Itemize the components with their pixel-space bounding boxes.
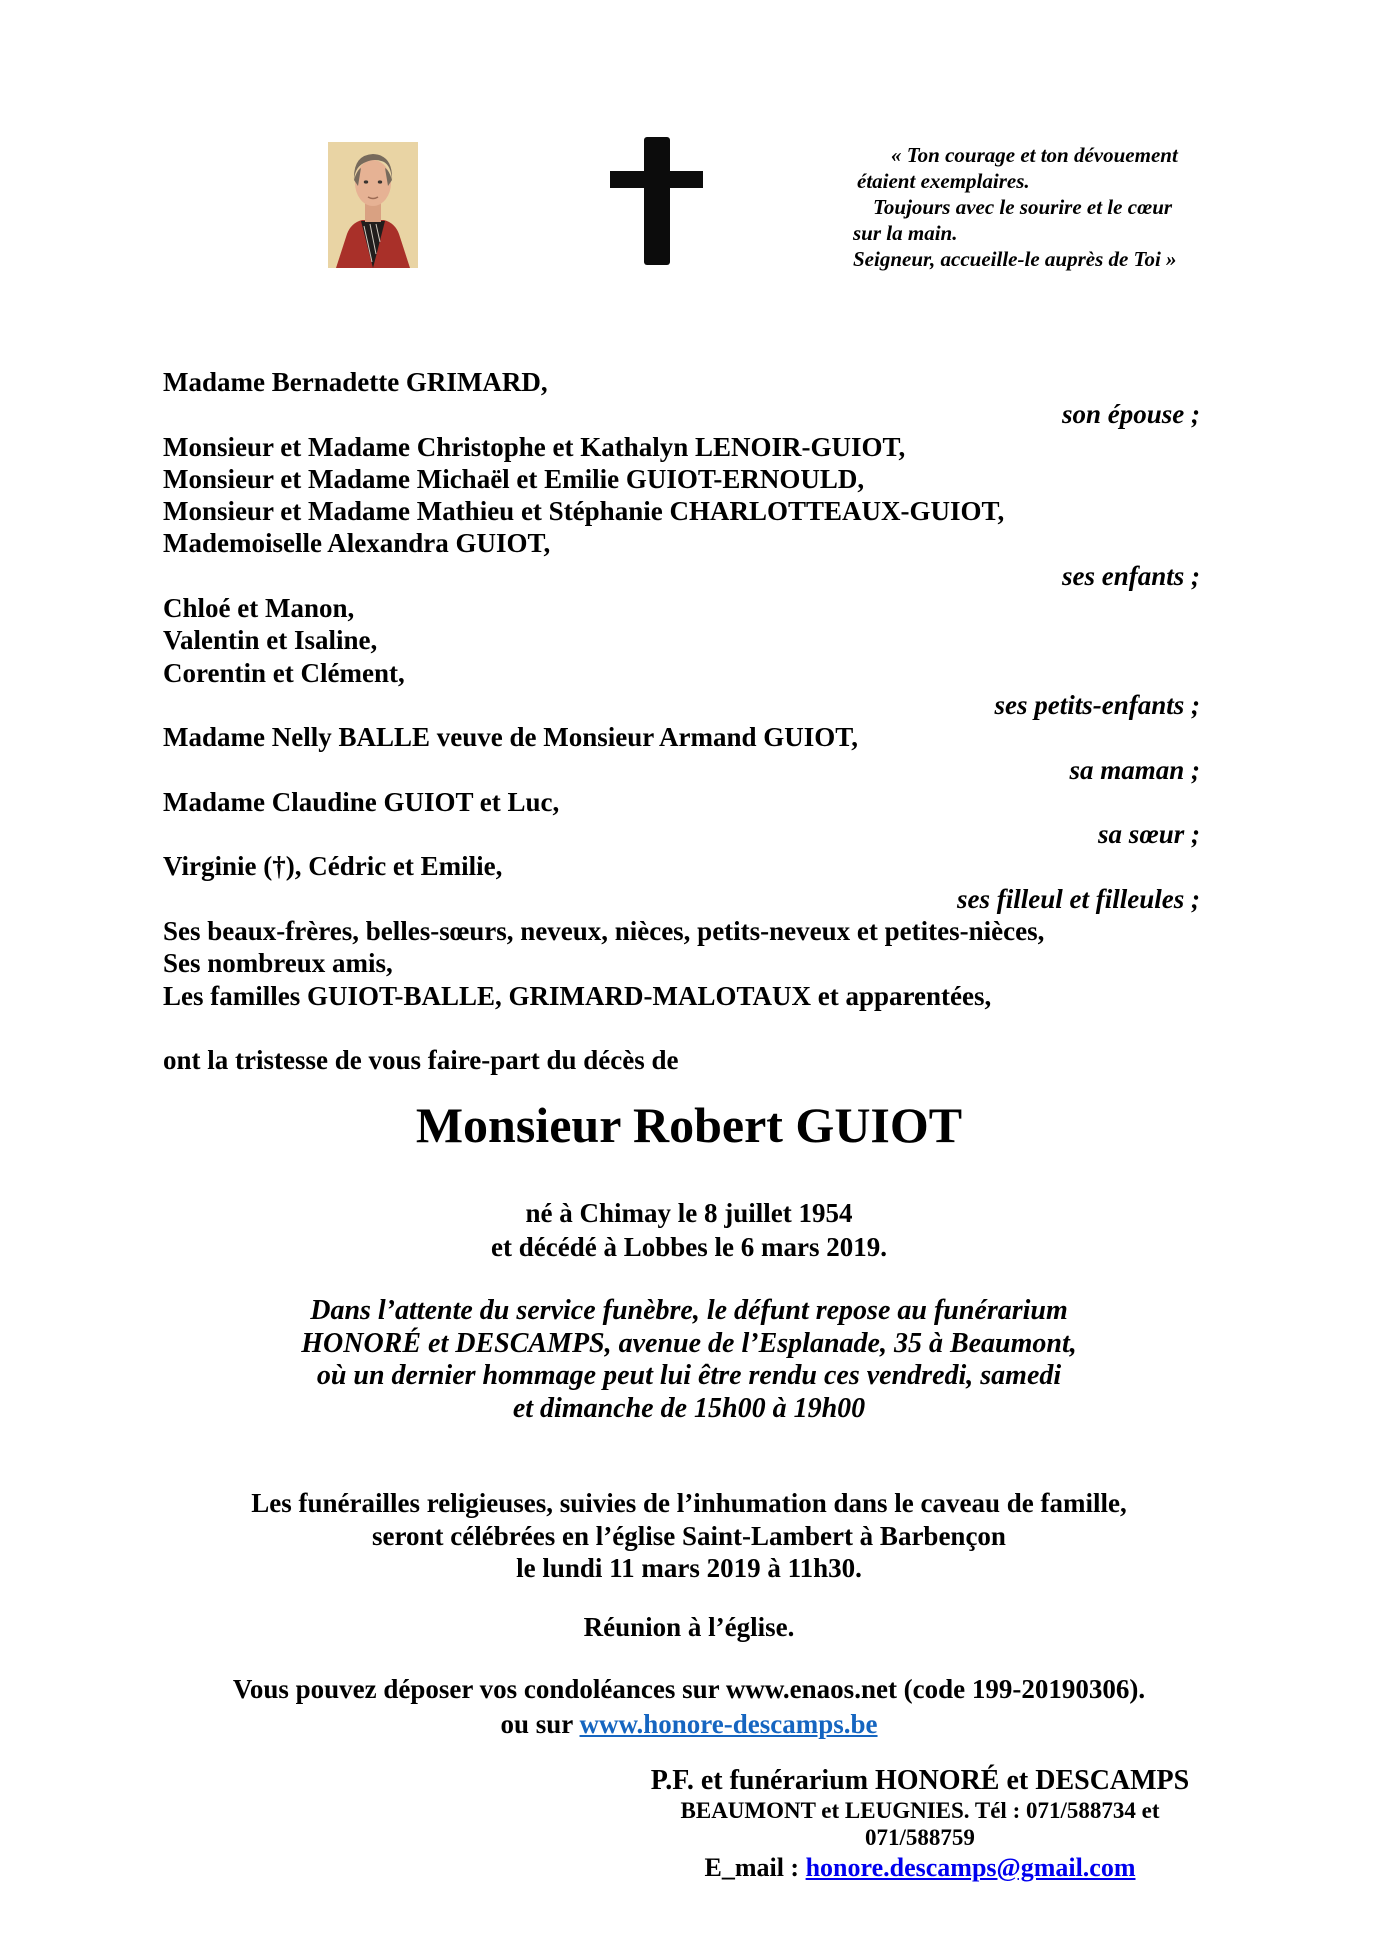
quote-line: sur la main.	[853, 221, 958, 245]
family-line: Valentin et Isaline,	[163, 625, 378, 656]
announcement-intro: ont la tristesse de vous faire-part du décès de	[163, 1044, 679, 1075]
relationship-label: ses filleul et filleules ;	[957, 883, 1200, 914]
email-link[interactable]: honore.descamps@gmail.com	[805, 1853, 1136, 1882]
family-line: Mademoiselle Alexandra GUIOT,	[163, 528, 551, 559]
relationship-label: son épouse ;	[1061, 399, 1200, 430]
family-line: Ses nombreux amis,	[163, 948, 393, 979]
family-line: Madame Claudine GUIOT et Luc,	[163, 786, 560, 817]
funeral-home-address: BEAUMONT et LEUGNIES. Tél : 071/588734 et 071/588759	[680, 1798, 1160, 1850]
family-line: Ses beaux-frères, belles-sœurs, neveux, nièces, petits-neveux et petites-nièces,	[163, 916, 1045, 947]
family-line: Madame Bernadette GRIMARD,	[163, 367, 548, 397]
relationship-label: ses enfants ;	[1061, 560, 1200, 591]
website-link[interactable]: www.honore-descamps.be	[579, 1709, 878, 1739]
condolences-website-line	[0, 1707, 1378, 1742]
relationship-label: sa maman ;	[1069, 754, 1200, 785]
quote-line: Toujours avec le sourire et le cœur	[873, 195, 1173, 219]
quote-line: « Ton courage et ton dévouement	[891, 143, 1178, 167]
relationship-label: sa sœur ;	[1097, 819, 1200, 850]
family-line: Monsieur et Madame Mathieu et Stéphanie CHARLOTTEAUX-GUIOT,	[163, 496, 1005, 527]
birth-line: né à Chimay le 8 juillet 1954	[525, 1198, 853, 1228]
death-line: et décédé à Lobbes le 6 mars 2019.	[491, 1232, 887, 1262]
funeral-home-name: P.F. et funérarium HONORÉ et DESCAMPS	[650, 1765, 1190, 1796]
cross-vertical-bar	[644, 137, 670, 265]
funeral-home-footer	[640, 1764, 1200, 1885]
deceased-photo	[328, 142, 418, 268]
ceremony-line: le lundi 11 mars 2019 à 11h30.	[516, 1553, 862, 1584]
family-line: Chloé et Manon,	[163, 593, 355, 624]
church-meeting-line: Réunion à l’église.	[583, 1612, 795, 1642]
ceremony-notice	[0, 1487, 1378, 1585]
family-line: Monsieur et Madame Michaël et Emilie GUIOT-ERNOULD,	[163, 463, 865, 494]
photo-illustration	[328, 142, 418, 268]
condolences-line: Vous pouvez déposer vos condoléances sur www.enaos.net (code 199-20190306).	[232, 1674, 1146, 1704]
family-line: Monsieur et Madame Christophe et Kathalyn LENOIR-GUIOT,	[163, 431, 906, 462]
quote-line: étaient exemplaires.	[857, 169, 1030, 193]
condolences-prefix: ou sur	[500, 1709, 580, 1739]
ceremony-line: seront célébrées en l’église Saint-Lambert à Barbençon	[372, 1520, 1006, 1551]
condolences-block	[0, 1672, 1378, 1742]
funerarium-line: où un dernier hommage peut lui être rendu ces vendredi, samedi	[316, 1360, 1062, 1392]
relationship-label: ses petits-enfants ;	[994, 689, 1200, 720]
cross-horizontal-bar	[610, 171, 703, 188]
funerarium-notice	[0, 1295, 1378, 1425]
funerarium-line: et dimanche de 15h00 à 19h00	[512, 1392, 866, 1424]
funeral-home-email-line	[640, 1851, 1200, 1885]
birth-death-block	[0, 1196, 1378, 1264]
email-label: E_mail :	[704, 1853, 806, 1882]
family-line: Madame Nelly BALLE veuve de Monsieur Armand GUIOT,	[163, 722, 859, 753]
funerarium-line: HONORÉ et DESCAMPS, avenue de l’Esplanade, 35 à Beaumont,	[301, 1327, 1077, 1359]
family-announcement-list	[163, 366, 1200, 1076]
cross-icon	[610, 137, 703, 265]
deceased-name-title: Monsieur Robert GUIOT	[415, 1097, 963, 1153]
family-line: Les familles GUIOT-BALLE, GRIMARD-MALOTAUX et apparentées,	[163, 980, 992, 1011]
quote-line: Seigneur, accueille-le auprès de Toi »	[853, 247, 1177, 271]
family-line: Virginie (†), Cédric et Emilie,	[163, 851, 503, 882]
family-line: Corentin et Clément,	[163, 657, 405, 688]
memorial-quote	[853, 142, 1218, 272]
ceremony-line: Les funérailles religieuses, suivies de l’inhumation dans le caveau de famille,	[251, 1488, 1127, 1518]
funerarium-line: Dans l’attente du service funèbre, le défunt repose au funérarium	[310, 1295, 1068, 1326]
